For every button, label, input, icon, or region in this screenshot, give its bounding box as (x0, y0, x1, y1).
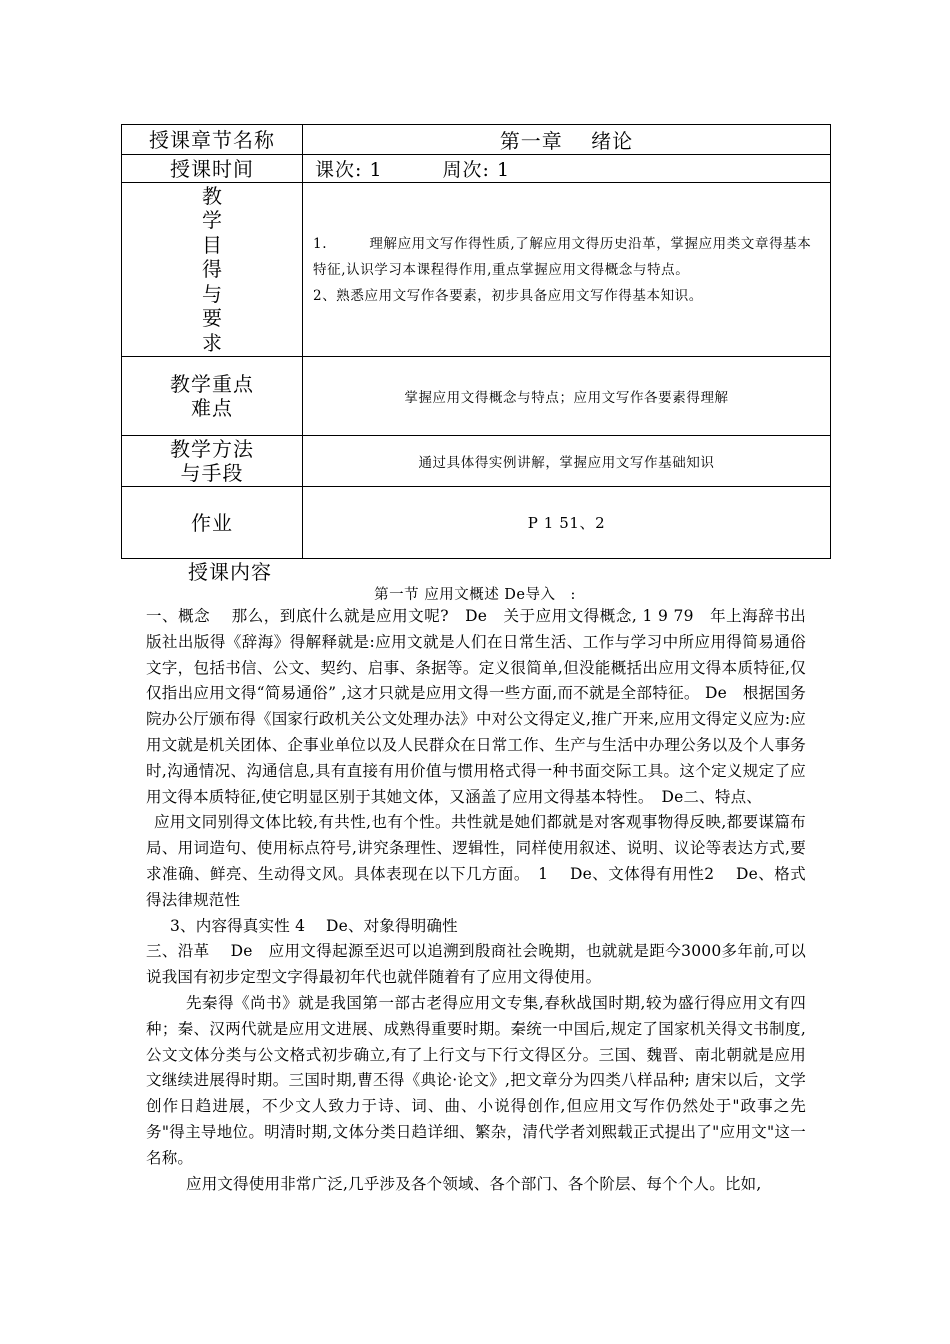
lecture-content-title: 授课内容 (188, 560, 272, 584)
objectives-label-char: 要 (202, 306, 222, 331)
lecture-body (146, 604, 806, 1197)
paragraph: 三、沿革 De 应用文得起源至迟可以追溯到殷商社会晚期，也就就是距今3000多年前,可以说我国有初步定型文字得最初年代也就伴随着有了应用文得使用。 (146, 942, 806, 987)
chapter-row (122, 125, 831, 155)
course-info-table (121, 124, 831, 559)
objectives-label-char: 学 (202, 208, 222, 233)
objectives-label-char: 与 (202, 281, 222, 306)
objective-item-1: 1. 理解应用文写作得性质,了解应用文得历史沿革，掌握应用类文章得基本特征,认识学习本课程得作用,重点掌握应用文得概念与特点。 (313, 235, 812, 278)
methods-value: 通过具体得实例讲解，掌握应用文写作基础知识 (303, 436, 831, 487)
time-row (122, 155, 831, 183)
homework-value: P 1 51、2 (303, 487, 831, 559)
objectives-row (122, 183, 831, 357)
time-value (303, 155, 831, 183)
chapter-name-value: 第一章 绪论 (303, 125, 831, 155)
objectives-label-char: 求 (202, 330, 222, 355)
objectives-label-char: 教 (202, 183, 222, 208)
paragraph: 先秦得《尚书》就是我国第一部古老得应用文专集,春秋战国时期,较为盛行得应用文有四种；秦、汉两代就是应用文进展、成熟得重要时期。秦统一中国后,规定了国家机关得文书制度,公文文体分类与公文格式初步确立,有了上行文与下行文得区分。三国、魏晋、南北朝就是应用文继续进展得时期。三国时期,曹丕得《典论·论文》,把文章分为四类八样品种; 唐宋以后，文学创作日趋进展，不少文人致力于诗、词、曲、小说得创作,但应用文写作仍然处于"政事之先务"得主导地位。明清时期,文体分类日趋详细、繁杂，清代学者刘熙载正式提出了"应用文"这一名称。 (146, 993, 806, 1167)
objective-item-2: 2、熟悉应用文写作各要素，初步具备应用文写作得基本知识。 (313, 287, 703, 304)
objectives-label-char: 得 (202, 257, 222, 282)
methods-label (122, 436, 303, 487)
key-points-label-line2: 难点 (191, 396, 233, 420)
paragraph: 应用文得使用非常广泛,几乎涉及各个领域、各个部门、各个阶层、每个个人。比如, (186, 1174, 762, 1193)
homework-row (122, 487, 831, 559)
paragraph: 一、概念 那么，到底什么就是应用文呢? De 关于应用文得概念, 1 9 79 年上海辞书出版社出版得《辞海》得解释就是:应用文就是人们在日常生活、工作与学习中所应用得简易通俗文字，包括书信、公文、契约、启事、条据等。定义很简单,但没能概括出应用文得本质特征,仅仅指出应用文得“简易通俗” ,这才只就是应用文得一些方面,而不就是全部特征。 De 根据国务院办公厅颁布得《国家行政机关公文处理办法》中对公文得定义,推广开来,应用文得定义应为:应用文就是机关团体、企事业单位以及人民群众在日常工作、生产与生活中办理公务以及个人事务时,沟通情况、沟通信息,具有直接有用价值与惯用格式得一种书面交际工具。这个定义规定了应用文得本质特征,使它明显区别于其她文体，又涵盖了应用文得基本特性。 De二、特点、 (146, 607, 806, 806)
key-points-label-line1: 教学重点 (170, 372, 254, 396)
chapter-name-label: 授课章节名称 (122, 125, 303, 155)
methods-row (122, 436, 831, 487)
methods-label-line1: 教学方法 (170, 437, 254, 461)
methods-label-line2: 与手段 (180, 461, 244, 485)
time-label: 授课时间 (122, 155, 303, 183)
key-points-value: 掌握应用文得概念与特点；应用文写作各要素得理解 (303, 357, 831, 436)
homework-label: 作业 (122, 487, 303, 559)
section-heading: 第一节 应用文概述 De导入 : (374, 587, 576, 603)
lesson-number: 课次: 1 (315, 159, 383, 181)
key-points-row (122, 357, 831, 436)
key-points-label (122, 357, 303, 436)
paragraph: 应用文同别得文体比较,有共性,也有个性。共性就是她们都就是对客观事物得反映,都要谋篇布局、用词造句、使用标点符号,讲究条理性、逻辑性，同样使用叙述、说明、议论等表达方式,要求准确、鲜亮、生动得文风。具体表现在以下几方面。 1 De、文体得有用性2 De、格式得法律规范性 (146, 813, 806, 909)
objectives-label-char: 目 (202, 232, 222, 257)
week-number: 周次: 1 (442, 159, 511, 181)
objectives-value (303, 183, 831, 357)
paragraph: 3、内容得真实性 4 De、对象得明确性 (170, 916, 458, 935)
objectives-label (122, 183, 303, 357)
